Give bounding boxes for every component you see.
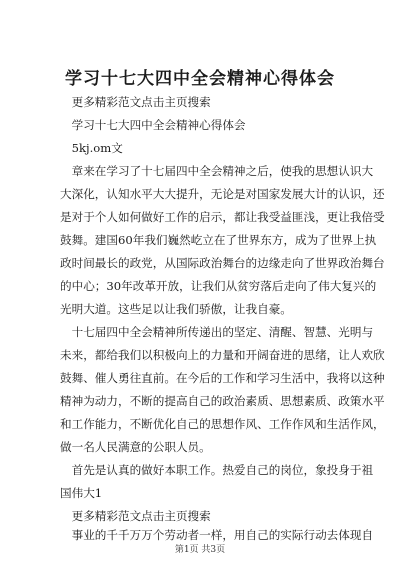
text-line: 更多精彩范文点击主页搜索 [60,95,211,109]
text-line: 鼓舞、催人勇往直前。在今后的工作和学习生活中，我将以这种 [60,371,385,385]
text-line: 的中心；30年改革开放，让我们从贫穷落后走向了伟大复兴的 [60,279,377,293]
text-line: 学习十七大四中全会精神心得体会 [60,118,246,132]
text-line: 国伟大1 [60,486,103,500]
text-line: 章来在学习了十七届四中全会精神之后，使我的思想认识大 [60,164,374,178]
text-line: 大深化，认知水平大大提升，无论是对国家发展大计的认识，还 [60,187,385,201]
text-line: 事业的千千万万个劳动者一样，用自己的实际行动去体现自 [60,528,374,542]
text-line: 是对于个人如何做好工作的启示，都让我受益匪浅，更让我倍受 [60,210,385,224]
text-line: 和工作能力，不断优化自己的思想作风、工作作风和生活作风， [60,417,385,431]
text-line: 首先是认真的做好本职工作。热爱自己的岗位，象投身于祖 [60,463,374,477]
document-title: 学习十七大四中全会精神心得体会 [65,69,335,89]
text-line: 做一名人民满意的公职人员。 [60,440,211,454]
text-line: 更多精彩范文点击主页搜索 [60,509,211,523]
text-line: 政时间最长的政党，从国际政治舞台的边缘走向了世界政治舞台 [60,256,385,270]
text-line: 鼓舞。建国60年我们巍然屹立在了世界东方，成为了世界上执 [60,233,377,247]
text-line: 光明大道。这些足以让我们骄傲，让我自豪。 [60,302,292,316]
text-line: 精神为动力，不断的提高自己的政治素质、思想素质、政策水平 [60,394,385,408]
text-line: 5kj.om文 [60,141,123,155]
page-footer: 第1页 共3页 [174,545,226,555]
text-line: 十七届四中全会精神所传递出的坚定、清醒、智慧、光明与 [60,325,374,339]
text-line: 未来，都给我们以积极向上的力量和开阔奋进的思绪，让人欢欣 [60,348,385,362]
